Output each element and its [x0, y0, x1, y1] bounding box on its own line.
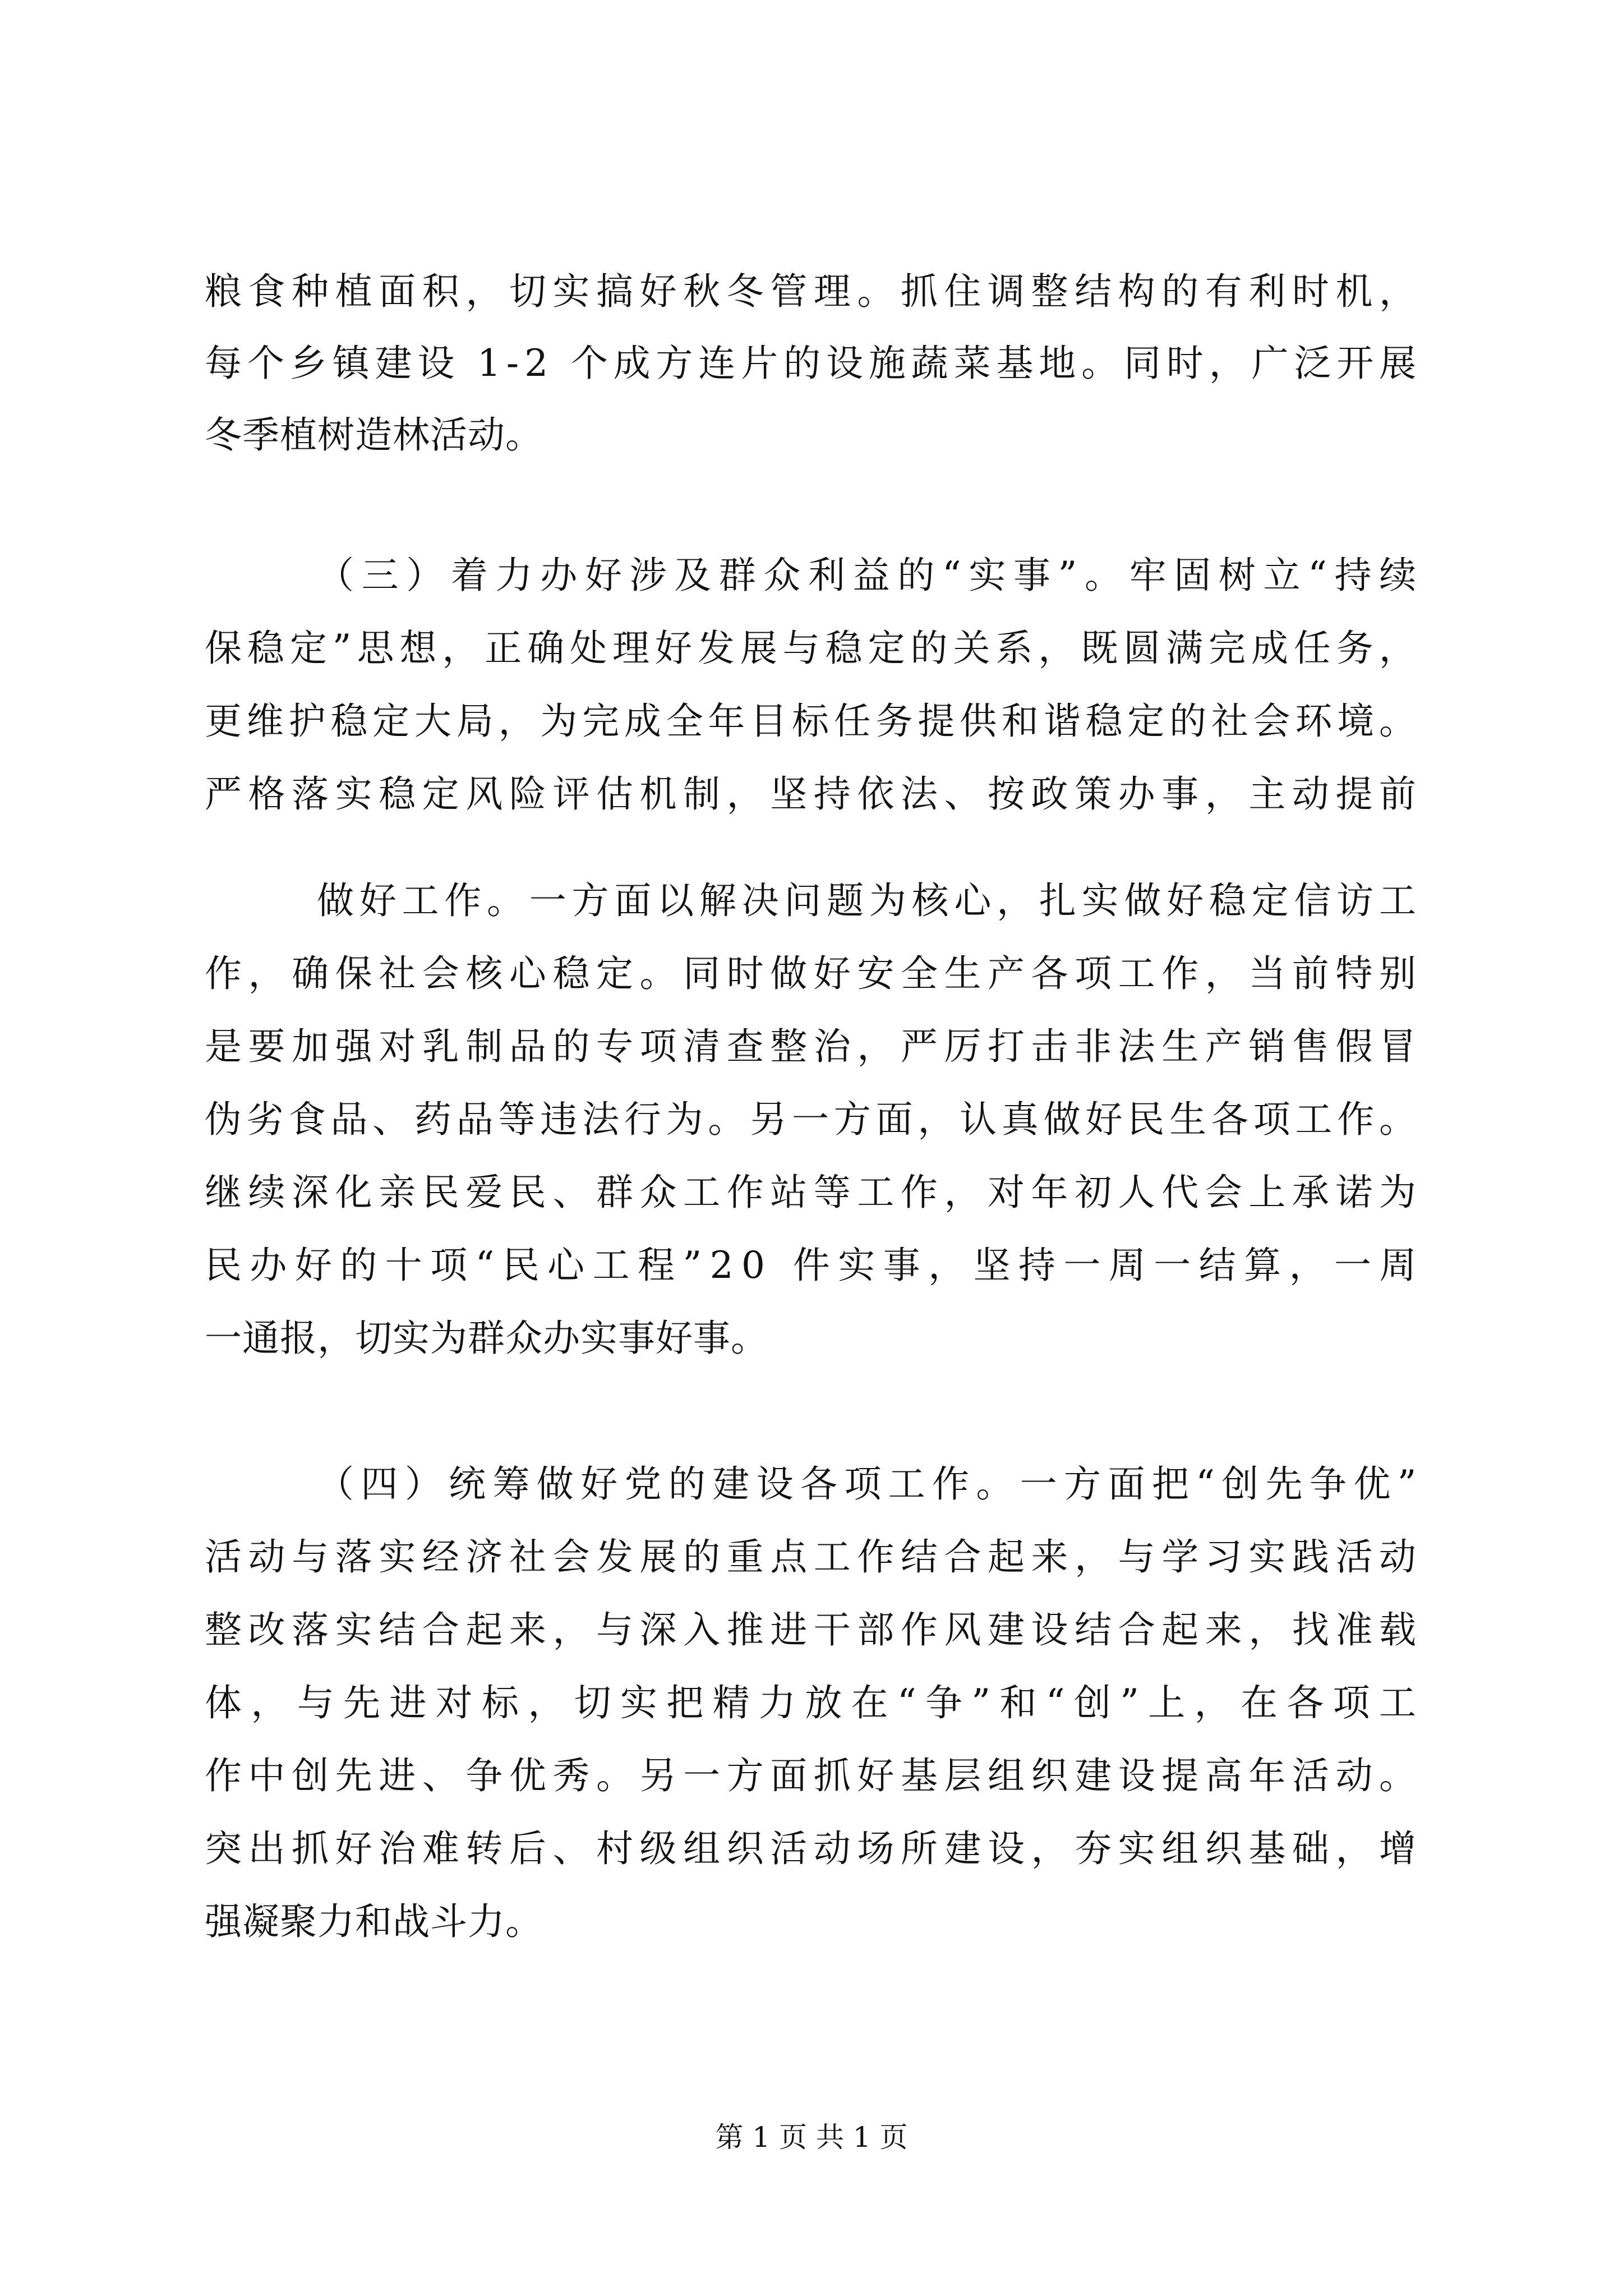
- text-line: 伪劣食品、药品等违法行为。另一方面，认真做好民生各项工作。: [205, 1098, 1421, 1141]
- text-line: 更维护稳定大局，为完成全年目标任务提供和谐稳定的社会环境。: [205, 700, 1421, 743]
- text-line: 强凝聚力和战斗力。: [205, 1900, 543, 1943]
- text-line: 每个乡镇建设 1-2 个成方连片的设施蔬菜基地。同时，广泛开展: [205, 342, 1422, 385]
- text-line: 继续深化亲民爱民、群众工作站等工作，对年初人代会上承诺为: [205, 1171, 1423, 1214]
- text-line: 活动与落实经济社会发展的重点工作结合起来，与学习实践活动: [205, 1535, 1423, 1579]
- text-line: 民办好的十项“民心工程”20 件实事，坚持一周一结算，一周: [205, 1244, 1424, 1287]
- text-line: 作，确保社会核心稳定。同时做好安全生产各项工作，当前特别: [205, 952, 1423, 995]
- text-line: 做好工作。一方面以解决问题为核心，扎实做好稳定信访工: [317, 879, 1422, 922]
- text-line: （三）着力办好涉及群众利益的“实事”。牢固树立“持续: [317, 554, 1424, 597]
- text-line: 粮食种植面积，切实搞好秋冬管理。抓住调整结构的有利时机，: [205, 270, 1423, 313]
- text-line: 作中创先进、争优秀。另一方面抓好基层组织建设提高年活动。: [205, 1754, 1423, 1797]
- text-line: 是要加强对乳制品的专项清查整治，严厉打击非法生产销售假冒: [205, 1025, 1423, 1068]
- text-line: 保稳定”思想，正确处理好发展与稳定的关系，既圆满完成任务，: [205, 627, 1422, 670]
- text-line: 整改落实结合起来，与深入推进干部作风建设结合起来，找准载: [205, 1608, 1423, 1651]
- text-line: 体，与先进对标，切实把精力放在“争”和“创”上，在各项工: [205, 1681, 1426, 1724]
- text-line: 冬季植树造林活动。: [205, 413, 543, 457]
- page-footer: 第 1 页 共 1 页: [715, 2121, 908, 2154]
- text-line: （四）统筹做好党的建设各项工作。一方面把“创先争优”: [317, 1462, 1423, 1506]
- text-line: 突出抓好治难转后、村级组织活动场所建设，夯实组织基础，增: [205, 1827, 1423, 1870]
- text-line: 一通报，切实为群众办实事好事。: [205, 1317, 768, 1360]
- text-line: 严格落实稳定风险评估机制，坚持依法、按政策办事，主动提前: [205, 772, 1423, 816]
